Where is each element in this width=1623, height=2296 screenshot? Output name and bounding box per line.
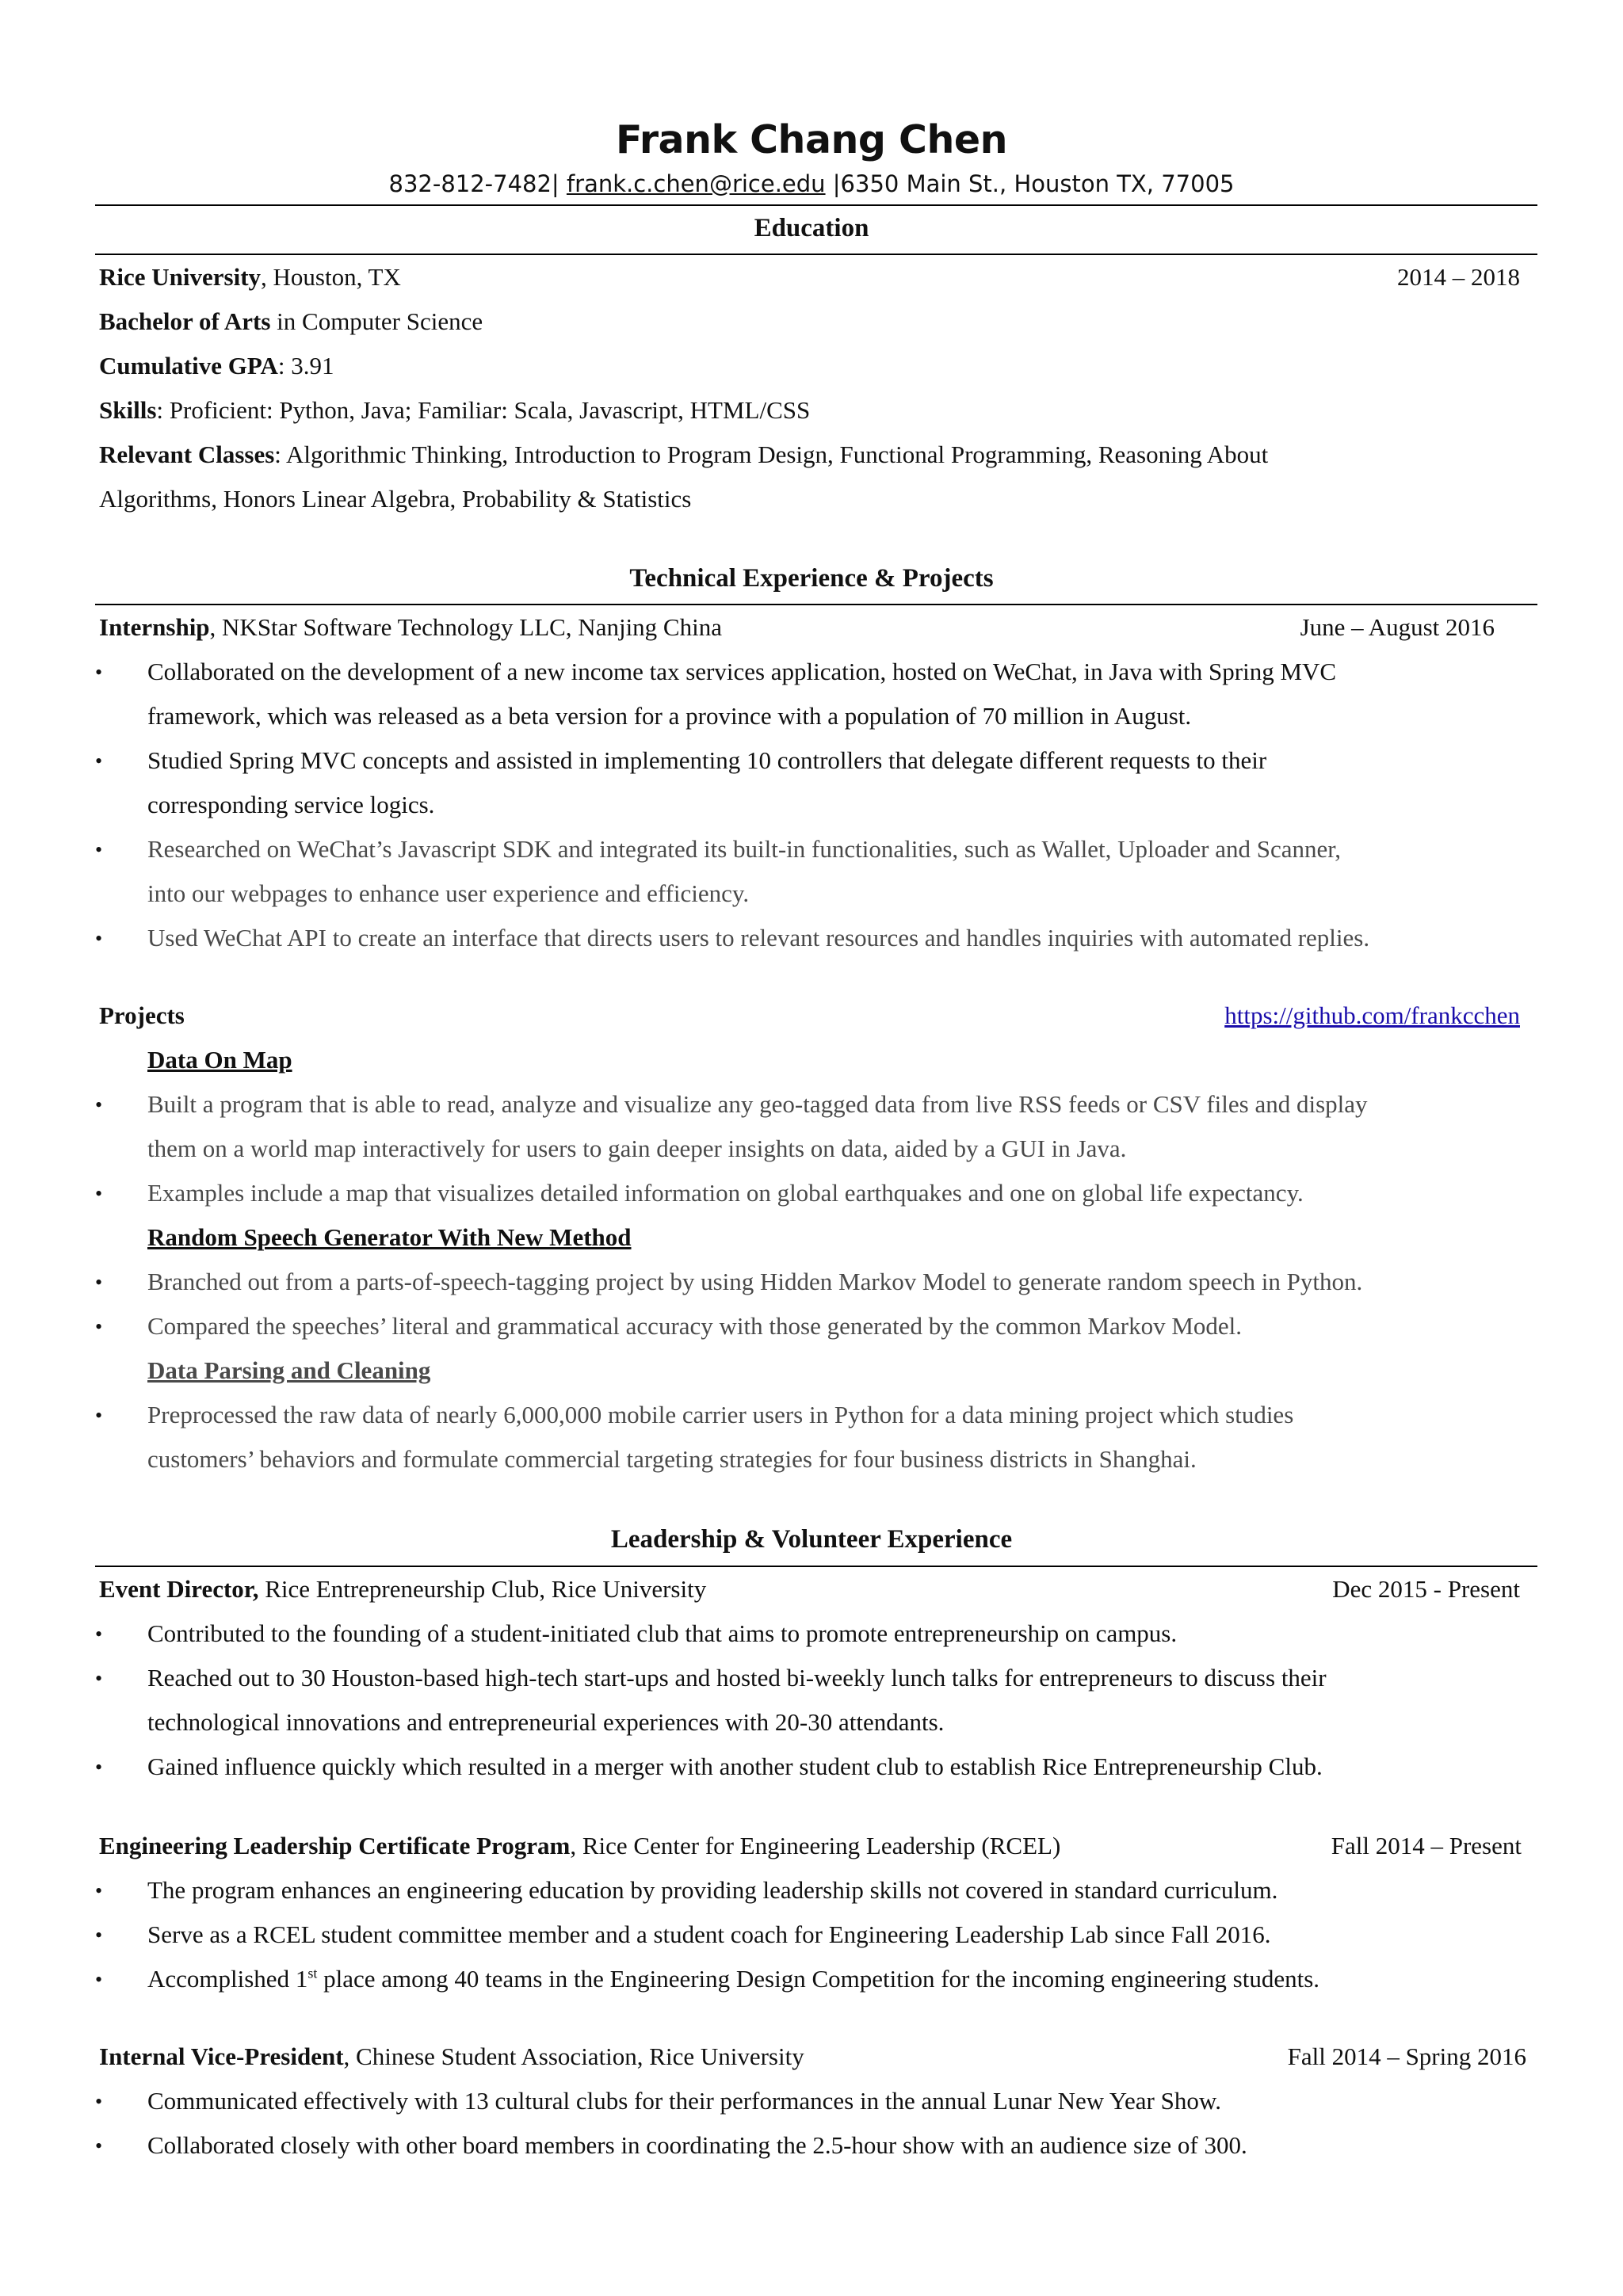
bullet-icon: • bbox=[95, 1093, 103, 1116]
list-item: Compared the speeches’ literal and grammatical accuracy with those generated by the common Markov Model. bbox=[147, 1312, 1242, 1340]
projects-heading bbox=[99, 1001, 185, 1030]
classes-label: Relevant Classes bbox=[99, 441, 275, 468]
role-dates: Fall 2014 – Spring 2016 bbox=[1287, 2042, 1526, 2070]
list-item-continued: them on a world map interactively for users to gain deeper insights on data, aided by a GUI in Java. bbox=[147, 1135, 1127, 1162]
rcel-line bbox=[99, 1832, 1060, 1860]
resume-name: Frank Chang Chen bbox=[616, 117, 1007, 162]
gpa-value: : 3.91 bbox=[277, 352, 334, 379]
list-item-continued: corresponding service logics. bbox=[147, 791, 435, 818]
bullet-icon: • bbox=[95, 1968, 103, 1991]
skills-label: Skills bbox=[99, 396, 157, 424]
ordinal-suffix: st bbox=[307, 1965, 318, 1981]
leadership-rule bbox=[95, 1566, 1537, 1567]
event-director-line bbox=[99, 1575, 706, 1604]
list-item-text: place among 40 teams in the Engineering Design Competition for the incoming engineering students. bbox=[317, 1965, 1320, 1993]
list-item-continued: customers’ behaviors and formulate commercial targeting strategies for four business districts in Shanghai. bbox=[147, 1445, 1197, 1473]
list-item-text: Accomplished 1 bbox=[147, 1965, 308, 1993]
bullet-icon: • bbox=[95, 1879, 103, 1902]
list-item: The program enhances an engineering education by providing leadership skills not covered in standard curriculum. bbox=[147, 1876, 1278, 1904]
list-item-continued: framework, which was released as a beta version for a province with a population of 70 million in August. bbox=[147, 702, 1192, 730]
leadership-section-title: Leadership & Volunteer Experience bbox=[610, 1525, 1013, 1554]
contact-line bbox=[0, 170, 1623, 197]
internship-company: , NKStar Software Technology LLC, Nanjing China bbox=[209, 613, 722, 641]
bullet-icon: • bbox=[95, 2090, 103, 2113]
list-item: Contributed to the founding of a student-initiated club that aims to promote entrepreneurship on campus. bbox=[147, 1619, 1178, 1647]
degree-field: in Computer Science bbox=[270, 307, 483, 335]
school-line bbox=[99, 263, 401, 292]
github-link[interactable]: https://github.com/frankcchen bbox=[1224, 1001, 1520, 1029]
list-item: Examples include a map that visualizes detailed information on global earthquakes and one on global life expectancy. bbox=[147, 1179, 1304, 1207]
bullet-icon: • bbox=[95, 2134, 103, 2157]
bullet-icon: • bbox=[95, 1182, 103, 1205]
internship-dates: June – August 2016 bbox=[1300, 613, 1495, 641]
list-item: Serve as a RCEL student committee member and a student coach for Engineering Leadership Lab since Fall 2016. bbox=[147, 1920, 1271, 1948]
email-link[interactable]: frank.c.chen@rice.edu bbox=[566, 170, 826, 197]
list-item: Branched out from a parts-of-speech-tagging project by using Hidden Markov Model to generate random speech in Python. bbox=[147, 1268, 1363, 1295]
school-name: Rice University bbox=[99, 263, 262, 291]
internship-line bbox=[99, 613, 722, 642]
role-org: Rice Entrepreneurship Club, Rice University bbox=[258, 1575, 707, 1603]
project-title-speech-generator: Random Speech Generator With New Method bbox=[147, 1223, 632, 1251]
address: |6350 Main St., Houston TX, 77005 bbox=[832, 170, 1235, 197]
list-item: Used WeChat API to create an interface that directs users to relevant resources and handles inquiries with automated replies. bbox=[147, 924, 1370, 952]
project-title-data-on-map: Data On Map bbox=[147, 1046, 292, 1074]
bullet-icon: • bbox=[95, 749, 103, 772]
role-org: , Chinese Student Association, Rice University bbox=[343, 2042, 804, 2070]
internship-label: Internship bbox=[99, 613, 210, 641]
bullet-icon: • bbox=[95, 1623, 103, 1646]
projects-label: Projects bbox=[99, 1001, 185, 1029]
skills-line bbox=[99, 396, 810, 425]
list-item: Collaborated on the development of a new income tax services application, hosted on WeChat, in Java with Spring MVC bbox=[147, 658, 1337, 685]
list-item: Reached out to 30 Houston-based high-tech start-ups and hosted bi-weekly lunch talks for entrepreneurs to discuss their bbox=[147, 1664, 1327, 1691]
role-org: , Rice Center for Engineering Leadership (RCEL) bbox=[570, 1832, 1061, 1859]
bullet-icon: • bbox=[95, 1271, 103, 1294]
classes-continued: Algorithms, Honors Linear Algebra, Probability & Statistics bbox=[99, 485, 692, 513]
role-label: Internal Vice-President bbox=[99, 2042, 344, 2070]
education-rule bbox=[95, 254, 1537, 255]
list-item-continued: into our webpages to enhance user experience and efficiency. bbox=[147, 879, 750, 907]
list-item-continued: technological innovations and entrepreneurial experiences with 20-30 attendants. bbox=[147, 1708, 945, 1736]
list-item bbox=[147, 1965, 1319, 1993]
skills-value: : Proficient: Python, Java; Familiar: Scala, Javascript, HTML/CSS bbox=[156, 396, 811, 424]
degree-line bbox=[99, 307, 483, 336]
header-rule bbox=[95, 204, 1537, 206]
bullet-icon: • bbox=[95, 1756, 103, 1779]
list-item: Built a program that is able to read, analyze and visualize any geo-tagged data from live RSS feeds or CSV files and display bbox=[147, 1090, 1368, 1118]
bullet-icon: • bbox=[95, 1404, 103, 1427]
bullet-icon: • bbox=[95, 927, 103, 950]
list-item: Researched on WeChat’s Javascript SDK and integrated its built-in functionalities, such as Wallet, Uploader and Scanner, bbox=[147, 835, 1342, 863]
gpa-line bbox=[99, 352, 334, 380]
vice-president-line bbox=[99, 2042, 804, 2071]
degree-label: Bachelor of Arts bbox=[99, 307, 271, 335]
bullet-icon: • bbox=[95, 838, 103, 861]
tech-section-title: Technical Experience & Projects bbox=[629, 564, 994, 593]
phone-number: 832-812-7482| bbox=[388, 170, 559, 197]
education-section-title: Education bbox=[754, 214, 869, 242]
list-item: Gained influence quickly which resulted in a merger with another student club to establish Rice Entrepreneurship Club. bbox=[147, 1753, 1323, 1780]
role-dates: Dec 2015 - Present bbox=[1332, 1575, 1520, 1603]
bullet-icon: • bbox=[95, 661, 103, 684]
tech-rule bbox=[95, 604, 1537, 605]
list-item: Communicated effectively with 13 cultural clubs for their performances in the annual Lunar New Year Show. bbox=[147, 2087, 1221, 2115]
bullet-icon: • bbox=[95, 1315, 103, 1338]
project-title-data-parsing: Data Parsing and Cleaning bbox=[147, 1356, 431, 1384]
education-dates: 2014 – 2018 bbox=[1397, 263, 1520, 291]
bullet-icon: • bbox=[95, 1924, 103, 1947]
list-item: Preprocessed the raw data of nearly 6,000,000 mobile carrier users in Python for a data mining project which studies bbox=[147, 1401, 1294, 1428]
list-item: Studied Spring MVC concepts and assisted in implementing 10 controllers that delegate different requests to their bbox=[147, 746, 1267, 774]
classes-line bbox=[99, 441, 1268, 469]
classes-value: : Algorithmic Thinking, Introduction to Program Design, Functional Programming, Reasoning About bbox=[274, 441, 1269, 468]
role-dates: Fall 2014 – Present bbox=[1331, 1832, 1522, 1859]
gpa-label: Cumulative GPA bbox=[99, 352, 278, 379]
role-label: Event Director, bbox=[99, 1575, 259, 1603]
school-location: , Houston, TX bbox=[261, 263, 401, 291]
role-label: Engineering Leadership Certificate Program bbox=[99, 1832, 571, 1859]
list-item: Collaborated closely with other board members in coordinating the 2.5-hour show with an audience size of 300. bbox=[147, 2131, 1247, 2159]
bullet-icon: • bbox=[95, 1667, 103, 1690]
